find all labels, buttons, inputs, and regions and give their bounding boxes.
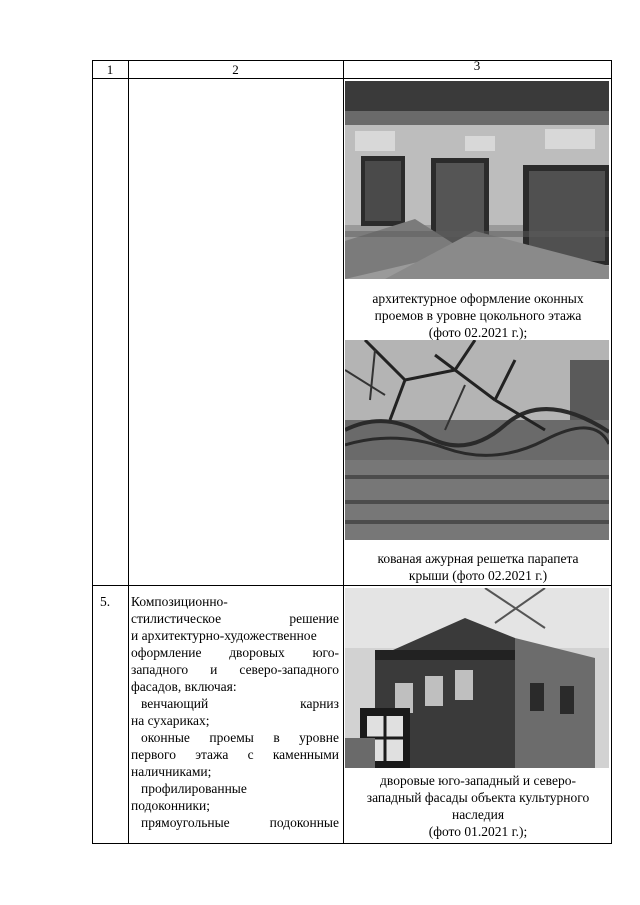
table-border-left: [92, 60, 93, 844]
desc-line: [131, 814, 339, 831]
desc-line: [131, 729, 339, 746]
desc-word: венчающий: [141, 696, 209, 711]
desc-word: стилистическое: [131, 611, 222, 626]
caption-line: наследия: [451, 807, 505, 822]
desc-word: с: [247, 747, 254, 762]
desc-line: [131, 644, 339, 661]
caption-line: западный фасады объекта культурного: [366, 790, 590, 805]
desc-line: наличниками;: [131, 764, 212, 779]
row-number: 5.: [100, 594, 111, 609]
desc-line: на сухариках;: [131, 713, 210, 728]
column-divider-1: [128, 60, 129, 844]
column-divider-2: [343, 60, 344, 844]
desc-word: дворовых: [229, 645, 285, 660]
desc-word: северо-западного: [239, 662, 339, 677]
caption-parapet-lattice: [345, 550, 611, 584]
desc-word: уровне: [299, 730, 340, 745]
caption-line: дворовые юго-западный и северо-: [380, 773, 576, 788]
photo-courtyard-facades: [345, 588, 609, 768]
row-description: [131, 593, 339, 831]
desc-line: [131, 661, 339, 678]
desc-word: и: [210, 662, 218, 677]
desc-word: в: [273, 730, 280, 745]
header-col-2: 2: [232, 62, 239, 77]
desc-word: проемы: [209, 730, 254, 745]
desc-word: каменными: [272, 747, 339, 762]
header-col-1: 1: [106, 62, 114, 77]
caption-line: архитектурное оформление оконных: [372, 291, 584, 306]
desc-line: [131, 746, 339, 763]
table-border-bottom: [92, 843, 611, 844]
desc-word: западного: [131, 662, 189, 677]
caption-courtyard-facades: [345, 772, 611, 840]
desc-word: решение: [289, 611, 339, 626]
caption-line: (фото 01.2021 г.);: [428, 824, 528, 839]
desc-word: оформление: [131, 645, 202, 660]
desc-line: и архитектурно-художественное: [131, 628, 317, 643]
desc-line: [131, 695, 339, 712]
caption-line: кованая ажурная решетка парапета: [377, 551, 579, 566]
header-divider: [92, 78, 611, 79]
caption-line: (фото 02.2021 г.);: [428, 325, 528, 340]
desc-word: этажа: [195, 747, 229, 762]
desc-line: [131, 610, 339, 627]
desc-word: подоконные: [269, 815, 339, 830]
desc-word: юго-: [312, 645, 340, 660]
desc-word: карниз: [300, 696, 339, 711]
desc-line: Композиционно-: [131, 594, 228, 609]
desc-word: первого: [131, 747, 176, 762]
caption-line: проемов в уровне цокольного этажа: [374, 308, 582, 323]
row-divider: [92, 585, 611, 586]
header-col-3: 3: [473, 58, 481, 73]
table-border-right: [611, 60, 612, 844]
desc-line: фасадов, включая:: [131, 679, 237, 694]
photo-plinth-windows: [345, 81, 609, 279]
desc-line: подоконники;: [131, 798, 211, 813]
photo-parapet-lattice: [345, 340, 609, 540]
desc-word: оконные: [141, 730, 190, 745]
caption-plinth-windows: [345, 290, 611, 341]
desc-line: профилированные: [141, 781, 247, 796]
caption-line: крыши (фото 02.2021 г.): [408, 568, 548, 583]
desc-word: прямоугольные: [141, 815, 230, 830]
